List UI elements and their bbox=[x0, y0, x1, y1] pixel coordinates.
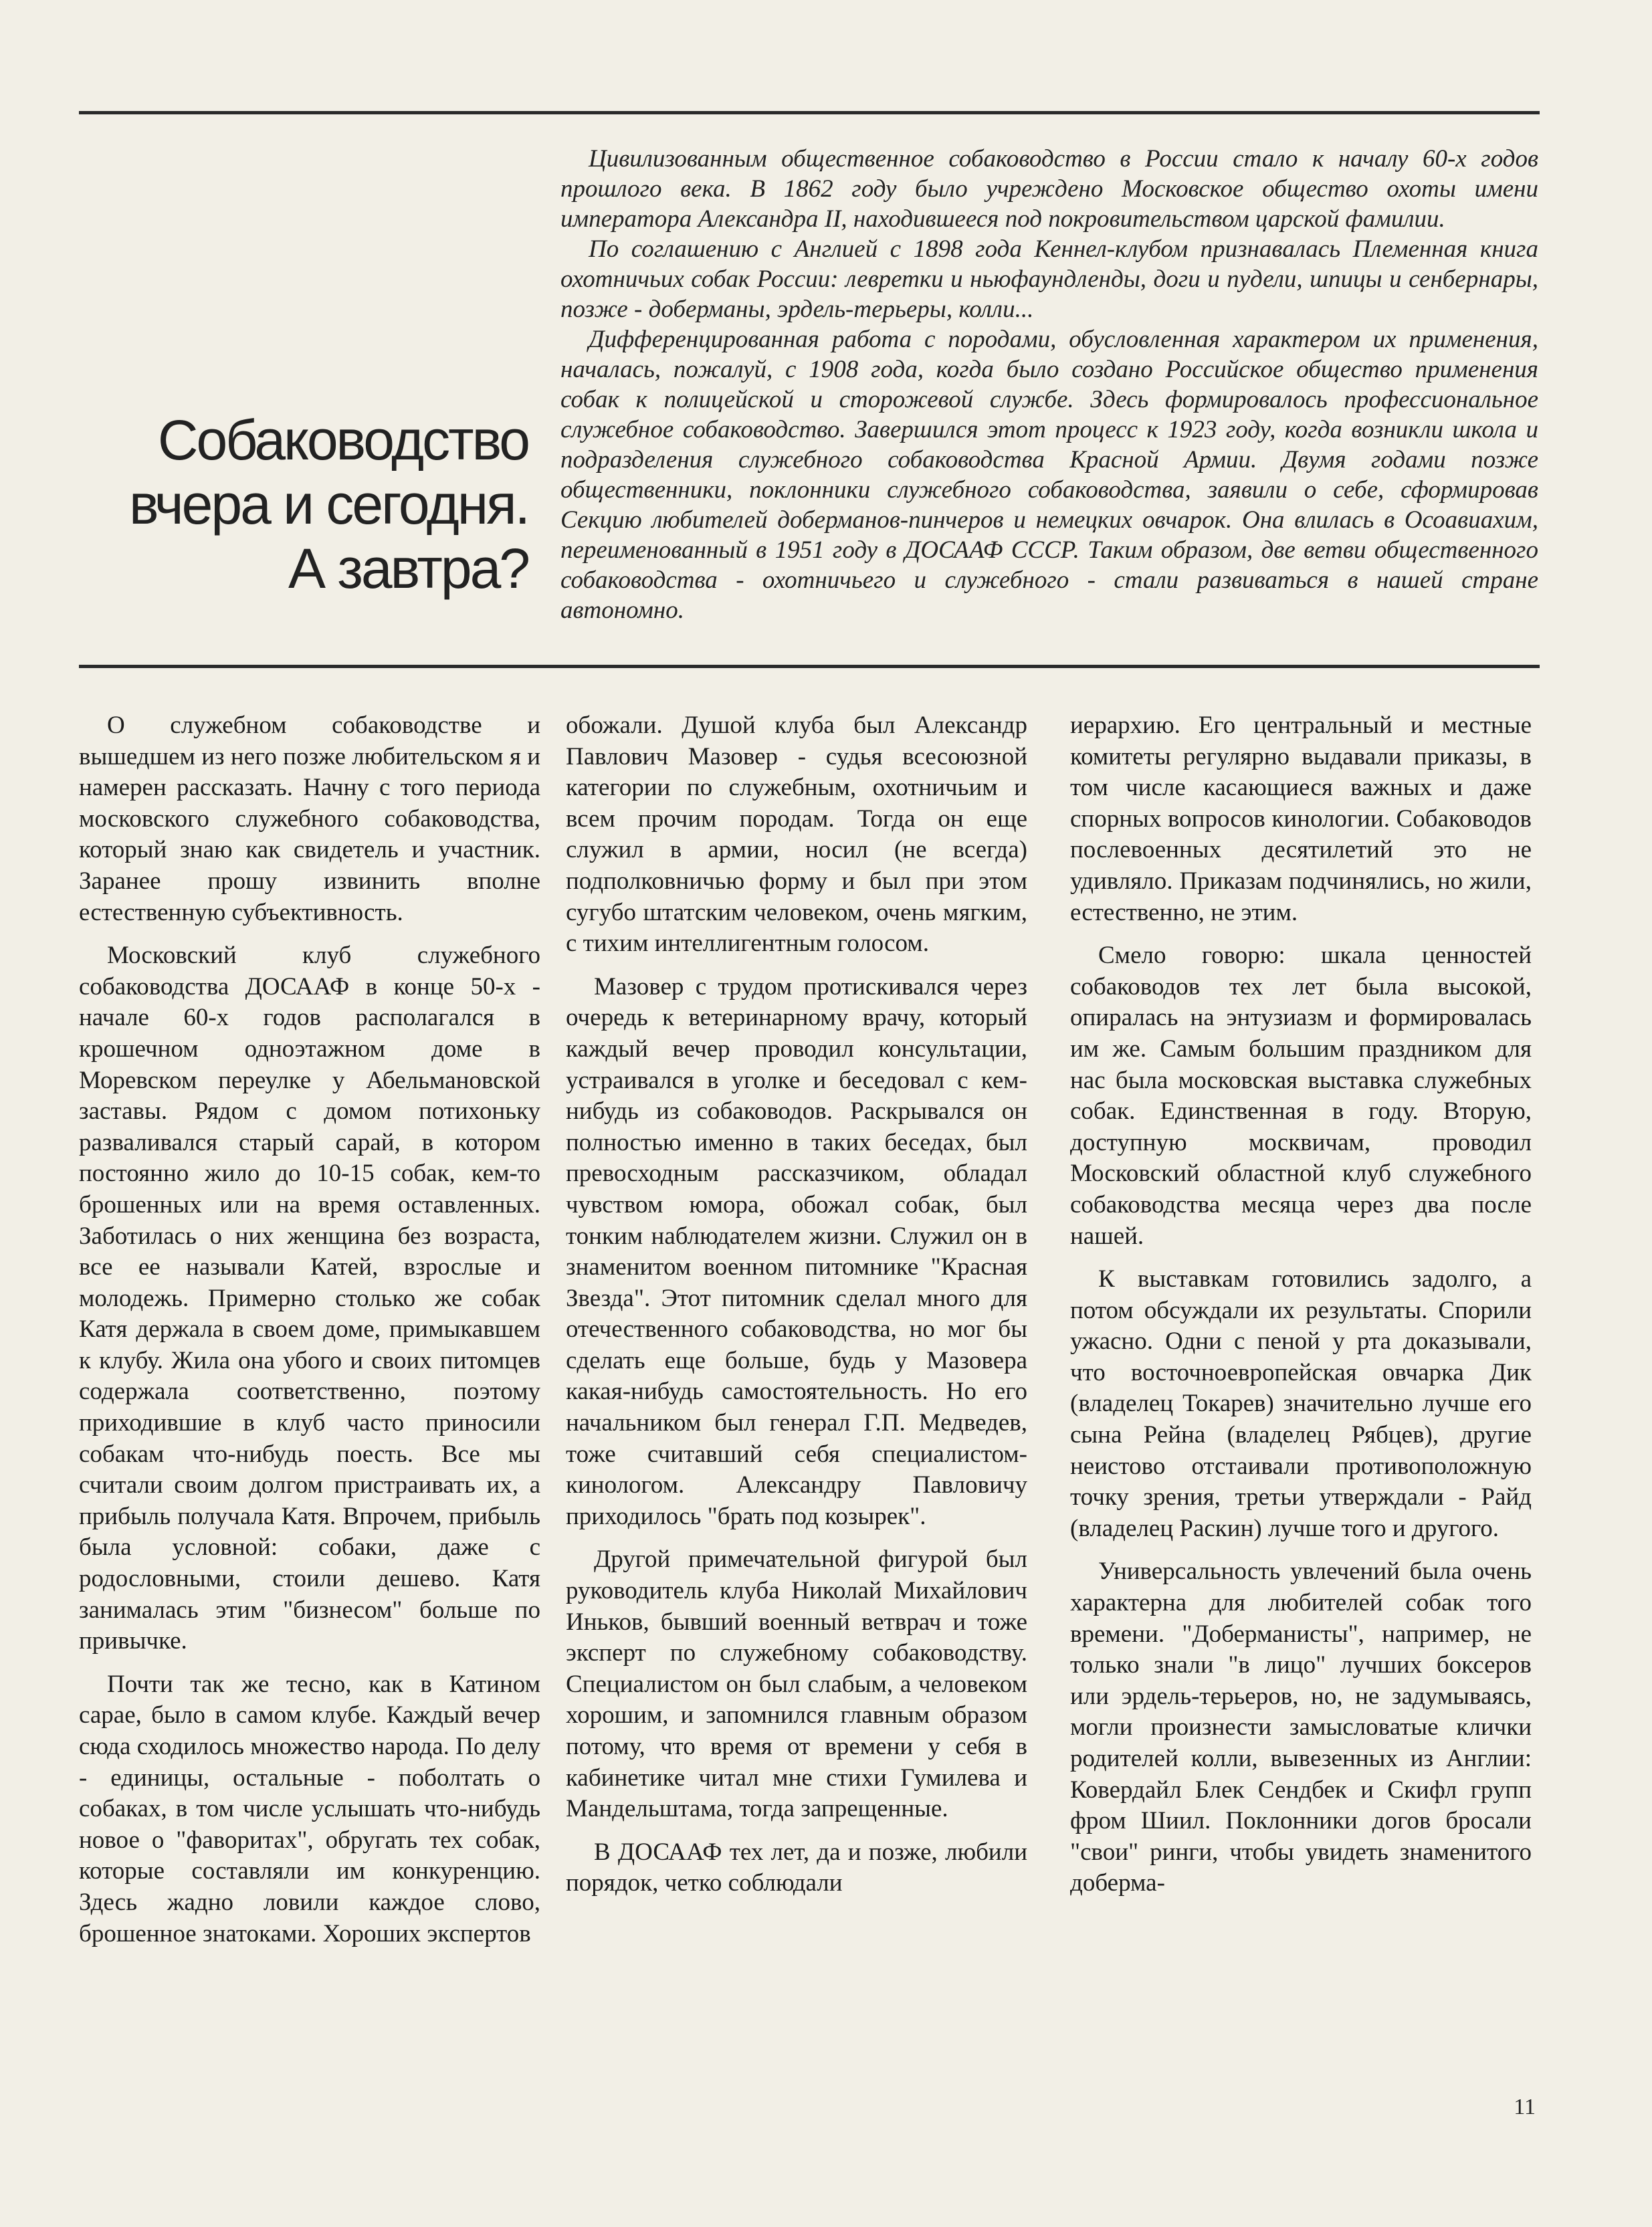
top-rule bbox=[79, 111, 1540, 114]
body-paragraph: Универсальность увлечений была очень характерна для любителей собак того времени. "Доберманисты", например, не только знали "в лицо" лучших боксеров или эрдель-терьеров, но, не задумываясь, могли произнести замысловатые клички родителей колли, вывезенных из Англии: Ковердайл Блек Сендбек и Скифл групп фром Шиил. Поклонники догов бросали "свои" ринги, чтобы увидеть знаменитого доберма- bbox=[1070, 1558, 1532, 1897]
text-column-3 bbox=[1070, 710, 1532, 2069]
text-column-2 bbox=[566, 710, 1027, 2069]
article-headline bbox=[79, 408, 528, 601]
body-paragraph: иерархию. Его центральный и местные комитеты регулярно выдавали приказы, в том числе касающиеся важных и даже спорных вопросов кинологии. Собаководов послевоенных десятилетий это не удивляло. Приказам подчинялись, но жили, естественно, не этим. bbox=[1070, 712, 1532, 926]
page-number: 11 bbox=[1514, 2095, 1536, 2119]
headline-line-1: Собаководство bbox=[157, 409, 528, 471]
body-paragraph: Мазовер с трудом протискивался через очередь к ветеринарному врачу, который каждый вечер проводил консультации, устраивался в уголке и беседовал с кем-нибудь из собаководов. Раскрывался он полностью именно в таких беседах, был превосходным рассказчиком, обладал чувством юмора, обожал собак, был тонким наблюдателем жизни. Служил он в знаменитом военном питомнике "Красная Звезда". Этот питомник сделал много для отечественного собаководства, но мог бы сделать еще больше, будь у Мазовера какая-нибудь самостоятельность. Но его начальником был генерал Г.П. Медведев, тоже считавший себя специалистом-кинологом. Александру Павловичу приходилось "брать под козырек". bbox=[566, 972, 1027, 1530]
body-paragraph: О служебном собаководстве и вышедшем из него позже любительском я и намерен рассказать. Начну с того периода московского служебного собаководства, который знаю как свидетель и участник. Заранее прошу извинить вполне естественную субъективность. bbox=[79, 712, 540, 926]
intro-paragraph: По соглашению с Англией с 1898 года Кеннел-клубом признавалась Племенная книга охотничьих собак России: левретки и ньюфаундленды, доги и пудели, шпицы и сенбернары, позже - доберманы, эрдель-терьеры, колли... bbox=[560, 235, 1538, 323]
intro-paragraph: Дифференцированная работа с породами, обусловленная характером их применения, началась, пожалуй, с 1908 года, когда было создано Российское общество применения собак к полицейской и сторожевой службе. Здесь формировалось профессиональное служебное собаководство. Завершился этот процесс к 1923 году, когда возникли школа и подразделения служебного собаководства Красной Армии. Двумя годами позже общественники, поклонники служебного собаководства, заявили о себе, сформировав Секцию любителей доберманов-пинчеров и немецких овчарок. Она влилась в Осоавиахим, переименованный в 1951 году в ДОСААФ СССР. Таким образом, две ветви общественного собаководства - охотничьего и служебного - стали развиваться в нашей стране автономно. bbox=[560, 326, 1538, 624]
headline-line-2: вчера и сегодня. bbox=[129, 473, 528, 536]
body-paragraph: К выставкам готовились задолго, а потом обсуждали их результаты. Спорили ужасно. Одни с пеной у рта доказывали, что восточноевропейская овчарка Дик (владелец Токарев) значительно лучше его сына Рейна (владелец Рябцев), другие неистово отстаивали противоположную точку зрения, третьи утверждали - Райд (владелец Раскин) лучше того и другого. bbox=[1070, 1265, 1532, 1542]
intro-paragraph: Цивилизованным общественное собаководство в России стало к началу 60-х годов прошлого века. В 1862 году было учреждено Московское общество охоты имени императора Александра II, находившееся под покровительством царской фамилии. bbox=[560, 145, 1538, 233]
article-intro bbox=[560, 144, 1538, 629]
body-paragraph: Смело говорю: шкала ценностей собаководов тех лет была высокой, опиралась на энтузиазм и формировалась им же. Самым большим праздником для нас была московская выставка служебных собак. Единственная в году. Вторую, доступную москвичам, проводил Московский областной клуб служебного собаководства месяца через два после нашей. bbox=[1070, 942, 1532, 1250]
body-paragraph: обожали. Душой клуба был Александр Павлович Мазовер - судья всесоюзной категории по служебным, охотничьим и всем прочим породам. Тогда он еще служил в армии, носил (не всегда) подполковничью форму и был при этом сугубо штатским человеком, очень мягким, с тихим интеллигентным голосом. bbox=[566, 712, 1027, 958]
body-paragraph: В ДОСААФ тех лет, да и позже, любили порядок, четко соблюдали bbox=[566, 1838, 1027, 1897]
body-paragraph: Почти так же тесно, как в Катином сарае, было в самом клубе. Каждый вечер сюда сходилось множество народа. По делу - единицы, остальные - поболтать о собаках, в том числе услышать что-нибудь новое о "фаворитах", обругать тех собак, которые составляли им конкуренцию. Здесь жадно ловили каждое слово, брошенное знатоками. Хороших экспертов bbox=[79, 1670, 540, 1947]
body-paragraph: Другой примечательной фигурой был руководитель клуба Николай Михайлович Иньков, бывший военный ветврач и тоже эксперт по служебному собаководству. Специалистом он был слабым, а человеком хорошим, и запомнился главным образом потому, что время от времени у себя в кабинетике читал мне стихи Гумилева и Мандельштама, тогда запрещенные. bbox=[566, 1546, 1027, 1823]
headline-line-3: А завтра? bbox=[288, 537, 528, 600]
body-paragraph: Московский клуб служебного собаководства ДОСААФ в конце 50-х - начале 60-х годов располагался в крошечном одноэтажном доме в Моревском переулке у Абельмановской заставы. Рядом с домом потихоньку разваливался старый сарай, в котором постоянно жило до 10-15 собак, кем-то брошенных или на время оставленных. Заботилась о них женщина без возраста, все ее называли Катей, взрослые и молодежь. Примерно столько же собак Катя держала в своем доме, примыкавшем к клубу. Жила она убого и своих питомцев содержала соответственно, поэтому приходившие в клуб часто приносили собакам что-нибудь поесть. Все мы считали своим долгом пристраивать их, а прибыль получала Катя. Впрочем, прибыль была условной: собаки, даже с родословными, стоили дешево. Катя занималась этим "бизнесом" больше по привычке. bbox=[79, 942, 540, 1655]
section-rule bbox=[79, 665, 1540, 668]
text-column-1 bbox=[79, 710, 540, 2069]
